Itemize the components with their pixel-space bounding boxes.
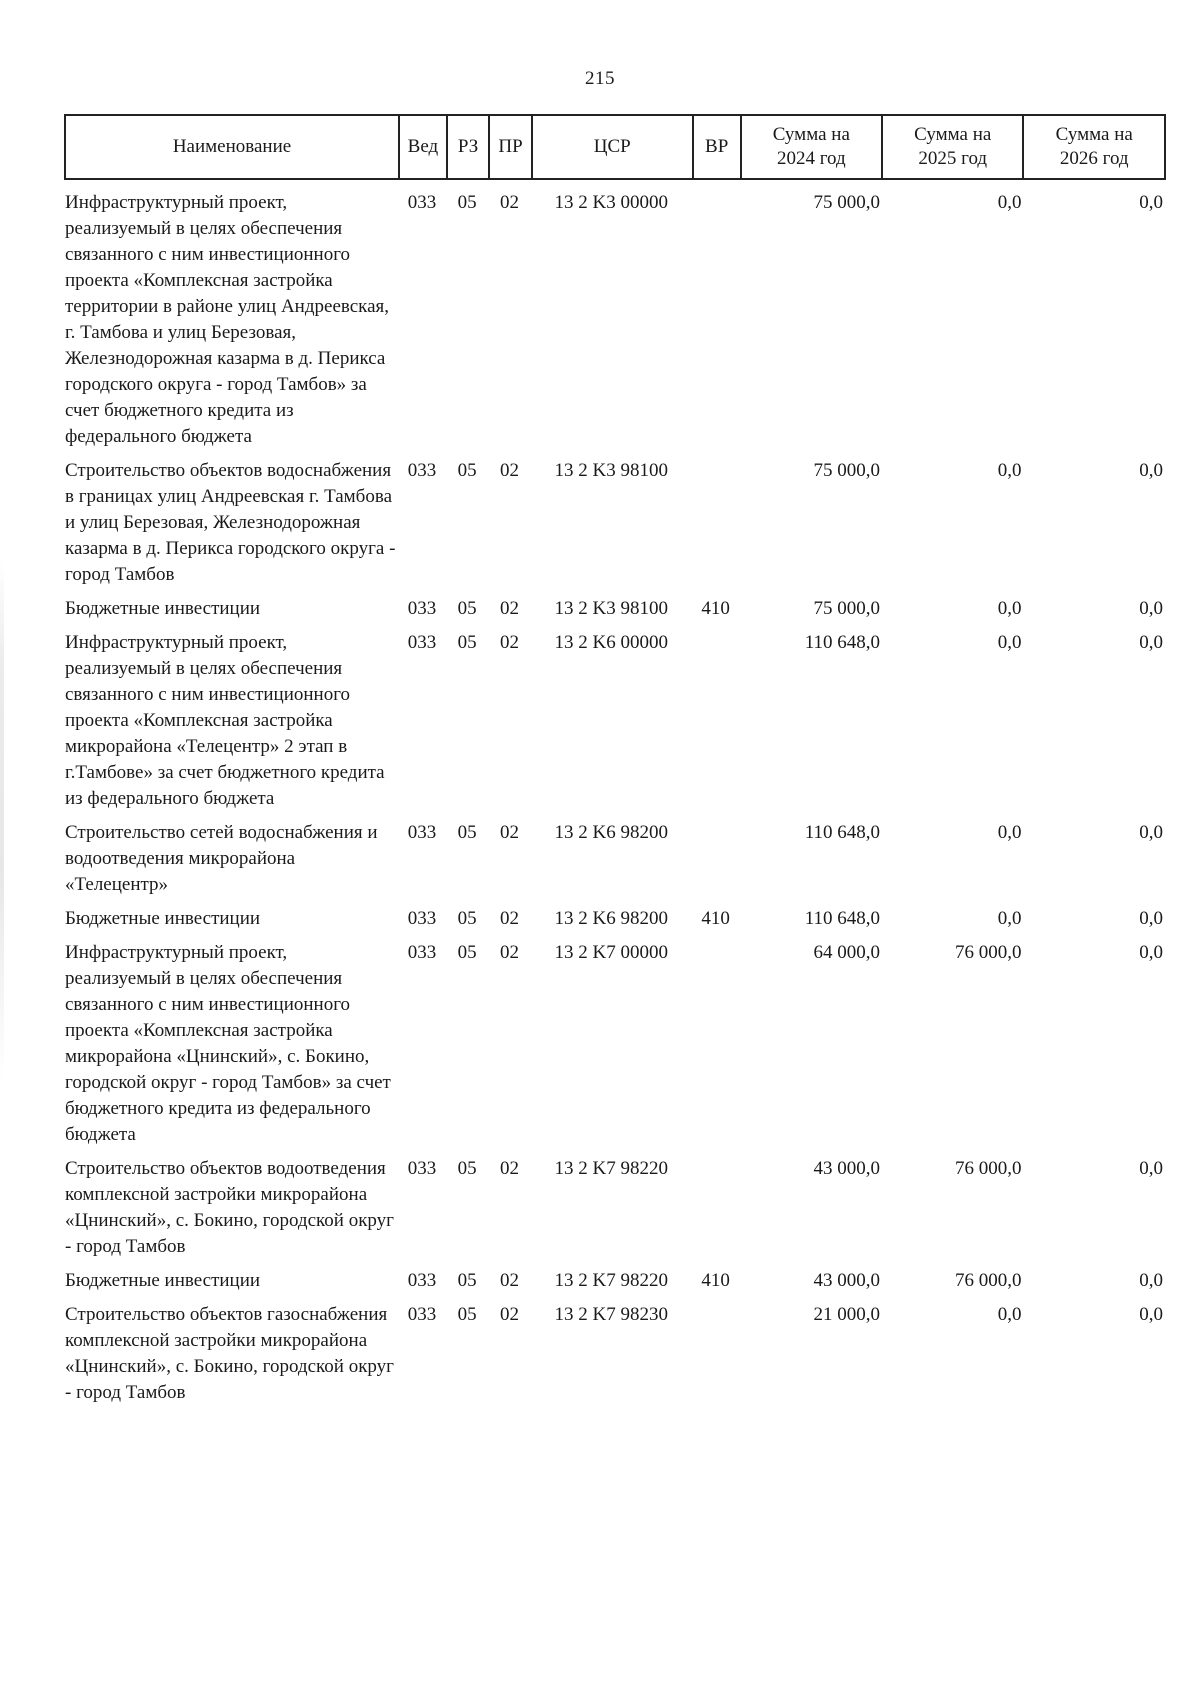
cell-sum-2025: 0,0 [997,460,1022,481]
header-sum-2024-line1: Сумма на [772,124,850,145]
cell-vr [693,452,741,590]
table-row [65,1262,1165,1296]
cell-vr [693,624,741,814]
header-ved: Вед [399,115,447,179]
table-body [65,179,1165,1408]
cell-sum-2026: 0,0 [1139,1270,1163,1291]
cell-sum-2026: 0,0 [1139,192,1163,213]
header-sum-2025-line2: 2025 год [918,148,988,169]
header-sum-2024 [741,115,882,179]
cell-sum-2024: 110 648,0 [804,822,881,843]
cell-pr: 02 [500,1158,519,1179]
cell-ved: 033 [407,908,437,929]
cell-pr: 02 [500,598,519,619]
table-row [65,452,1165,590]
cell-pr: 02 [500,460,519,481]
header-sum-2026-line1: Сумма на [1055,124,1133,145]
cell-sum-2024: 110 648,0 [804,908,881,929]
header-csr: ЦСР [532,115,693,179]
cell-csr: 13 2 K6 98200 [554,908,668,929]
cell-sum-2024: 21 000,0 [813,1304,881,1325]
header-sum-2024-line2: 2024 год [776,148,846,169]
cell-ved: 033 [407,632,437,653]
cell-vr [693,1296,741,1408]
cell-pr: 02 [500,192,519,213]
page-number: 215 [585,68,615,89]
cell-csr: 13 2 K6 98200 [554,822,668,843]
cell-rz: 05 [457,460,477,481]
cell-sum-2026: 0,0 [1139,908,1163,929]
cell-pr: 02 [500,1304,519,1325]
cell-rz: 05 [457,1270,477,1291]
cell-rz: 05 [457,1304,477,1325]
cell-pr: 02 [500,822,519,843]
cell-vr [693,179,741,452]
header-sum-2026-line2: 2026 год [1059,148,1129,169]
cell-sum-2025: 0,0 [997,908,1022,929]
cell-sum-2024: 75 000,0 [813,192,881,213]
cell-rz: 05 [457,942,477,963]
cell-name: Строительство объектов водоотведения комплексной застройки микрорайона «Цнинский», с. Бокино, городской округ - город Тамбов [65,1158,394,1257]
cell-sum-2026: 0,0 [1139,942,1163,963]
cell-sum-2025: 76 000,0 [954,942,1022,963]
cell-csr: 13 2 K7 98230 [554,1304,668,1325]
cell-rz: 05 [457,908,477,929]
cell-csr: 13 2 K6 00000 [554,632,668,653]
cell-vr [693,934,741,1150]
cell-name: Строительство объектов газоснабжения комплексной застройки микрорайона «Цнинский», с. Бокино, городской округ - город Тамбов [65,1304,394,1403]
cell-name: Бюджетные инвестиции [65,908,261,929]
header-sum-2025 [882,115,1023,179]
cell-csr: 13 2 K7 00000 [554,942,668,963]
cell-csr: 13 2 K7 98220 [554,1158,668,1179]
table-row [65,624,1165,814]
cell-pr: 02 [500,1270,519,1291]
cell-sum-2025: 76 000,0 [954,1270,1022,1291]
cell-name: Инфраструктурный проект, реализуемый в целях обеспечения связанного с ним инвестиционного проекта «Комплексная застройка микрорайона «Телецентр» 2 этап в г.Тамбове» за счет бюджетного кредита из федерального бюджета [65,632,385,809]
cell-sum-2025: 0,0 [997,192,1022,213]
cell-csr: 13 2 K3 98100 [554,598,668,619]
table-row [65,900,1165,934]
header-pr: ПР [489,115,531,179]
table-row [65,179,1165,452]
cell-name: Строительство сетей водоснабжения и водоотведения микрорайона «Телецентр» [65,822,378,895]
cell-ved: 033 [407,822,437,843]
cell-ved: 033 [407,1270,437,1291]
header-sum-2026 [1023,115,1165,179]
cell-name: Строительство объектов водоснабжения в границах улиц Андреевская г. Тамбова и улиц Березовая, Железнодорожная казарма в д. Перикса городского округа - город Тамбов [65,460,396,585]
table-row [65,1150,1165,1262]
cell-csr: 13 2 K3 98100 [554,460,668,481]
cell-vr: 410 [701,908,730,929]
cell-vr: 410 [701,1270,730,1291]
header-sum-2025-line1: Сумма на [914,124,992,145]
cell-sum-2026: 0,0 [1139,632,1163,653]
header-rz: РЗ [447,115,489,179]
cell-ved: 033 [407,1304,437,1325]
cell-csr: 13 2 K3 00000 [554,192,668,213]
cell-sum-2024: 64 000,0 [813,942,881,963]
header-vr: ВР [693,115,741,179]
cell-ved: 033 [407,942,437,963]
cell-pr: 02 [500,908,519,929]
table-row [65,814,1165,900]
cell-name: Инфраструктурный проект, реализуемый в целях обеспечения связанного с ним инвестиционного проекта «Комплексная застройка территории в районе улиц Андреевская, г. Тамбова и улиц Березовая, Железнодорожная казарма в д. Перикса городского округа - город Тамбов» за счет бюджетного кредита из федерального бюджета [65,192,390,447]
cell-sum-2026: 0,0 [1139,1158,1163,1179]
cell-ved: 033 [407,598,437,619]
cell-sum-2025: 76 000,0 [954,1158,1022,1179]
table-row [65,590,1165,624]
cell-sum-2024: 75 000,0 [813,598,881,619]
cell-sum-2026: 0,0 [1139,822,1163,843]
cell-rz: 05 [457,192,477,213]
cell-sum-2025: 0,0 [997,632,1022,653]
cell-sum-2026: 0,0 [1139,1304,1163,1325]
cell-vr [693,1150,741,1262]
cell-vr: 410 [701,598,730,619]
cell-sum-2024: 75 000,0 [813,460,881,481]
header-name: Наименование [65,115,399,179]
table-row [65,934,1165,1150]
budget-table [64,114,1166,1408]
cell-sum-2025: 0,0 [997,598,1022,619]
cell-pr: 02 [500,632,519,653]
cell-name: Бюджетные инвестиции [65,1270,261,1291]
scan-edge-shadow [0,560,4,1080]
cell-sum-2025: 0,0 [997,1304,1022,1325]
cell-rz: 05 [457,822,477,843]
cell-sum-2024: 43 000,0 [813,1270,881,1291]
cell-ved: 033 [407,1158,437,1179]
cell-name: Бюджетные инвестиции [65,598,261,619]
cell-ved: 033 [407,460,437,481]
cell-sum-2026: 0,0 [1139,598,1163,619]
cell-sum-2024: 43 000,0 [813,1158,881,1179]
cell-rz: 05 [457,1158,477,1179]
cell-name: Инфраструктурный проект, реализуемый в целях обеспечения связанного с ним инвестиционного проекта «Комплексная застройка микрорайона «Цнинский», с. Бокино, городской округ - город Тамбов» за счет бюджетного кредита из федерального бюджета [65,942,391,1145]
cell-sum-2024: 110 648,0 [804,632,881,653]
cell-ved: 033 [407,192,437,213]
table-header [65,115,1165,179]
cell-pr: 02 [500,942,519,963]
cell-rz: 05 [457,598,477,619]
cell-sum-2025: 0,0 [997,822,1022,843]
cell-rz: 05 [457,632,477,653]
cell-vr [693,814,741,900]
cell-csr: 13 2 K7 98220 [554,1270,668,1291]
cell-sum-2026: 0,0 [1139,460,1163,481]
table-row [65,1296,1165,1408]
